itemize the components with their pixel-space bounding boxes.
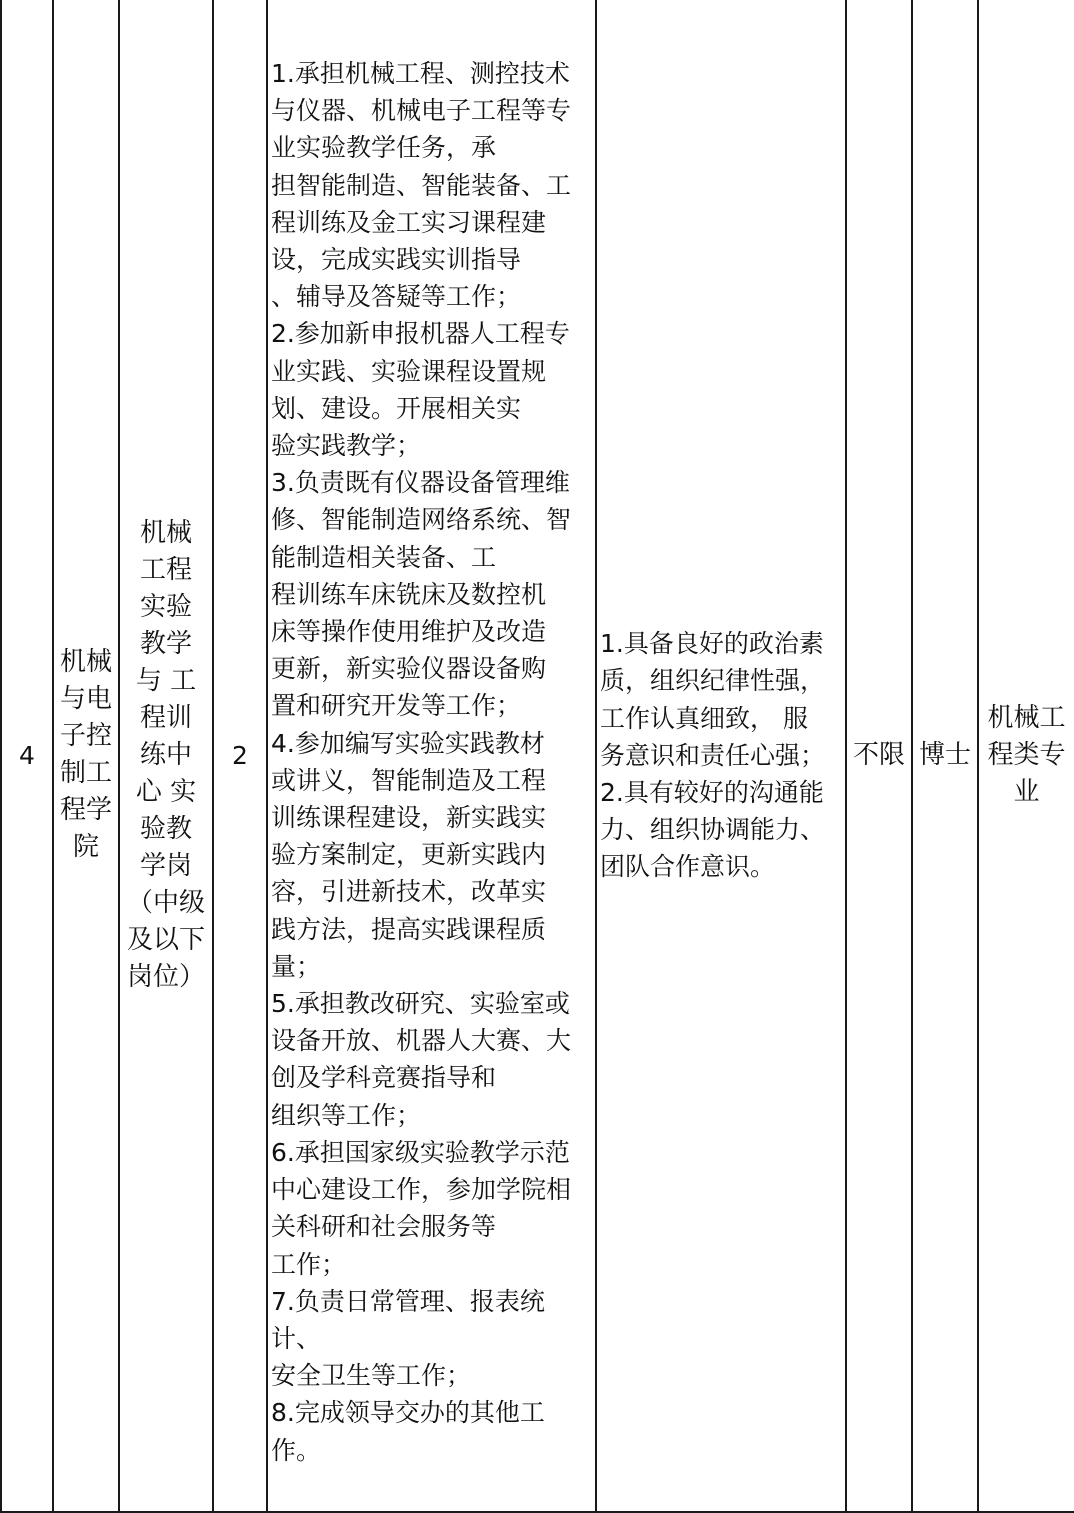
major-line: 机械工 <box>987 702 1066 733</box>
major-line: 业 <box>1013 776 1040 807</box>
requirement-line: 1.具备良好的政治素 <box>600 629 824 659</box>
college-cell <box>53 0 119 1512</box>
requirement-line: 务意识和责任心强； <box>600 740 826 770</box>
requirement-line: 2.具有较好的沟通能 <box>600 777 824 807</box>
duty-line: 设备开放、机器人大赛、大 <box>271 1026 572 1056</box>
duty-line: 中心建设工作，参加学院相 <box>271 1175 572 1205</box>
duty-line: 业实验教学任务，承 <box>271 133 497 163</box>
duty-line: 安全卫生等工作； <box>271 1361 472 1391</box>
duty-line: 7.负责日常管理、报表统计、 <box>271 1286 545 1353</box>
requirements-cell <box>596 0 846 1512</box>
duty-line: 组织等工作； <box>271 1100 422 1130</box>
age-cell <box>846 0 912 1512</box>
duty-line: 验实践教学； <box>271 431 422 461</box>
post-name-line: 验教 <box>139 813 192 844</box>
duty-line: 划、建设。开展相关实 <box>271 393 522 423</box>
headcount: 2 <box>232 740 248 770</box>
duty-line: 2.参加新申报机器人工程专 <box>271 319 570 349</box>
requirement-line: 团队合作意识。 <box>600 852 776 882</box>
post-name-line: （中级 <box>126 887 205 918</box>
age-requirement: 不限 <box>852 739 905 770</box>
post-name-line: 练中 <box>139 739 192 770</box>
duty-line: 8.完成领导交办的其他工 <box>271 1398 545 1428</box>
duty-line: 6.承担国家级实验教学示范 <box>271 1137 570 1167</box>
degree-requirement: 博士 <box>918 739 971 770</box>
duty-line: 修、智能制造网络系统、智 <box>271 505 572 535</box>
major-requirement <box>979 700 1074 811</box>
post-name-line: 程训 <box>139 702 192 733</box>
degree-cell <box>912 0 978 1512</box>
duty-line: 业实践、实验课程设置规 <box>271 356 547 386</box>
headcount-cell <box>213 0 267 1512</box>
duty-line: 量； <box>271 951 322 981</box>
requirements-list <box>597 625 845 885</box>
major-cell <box>978 0 1074 1512</box>
post-name-line: 教学 <box>139 628 192 659</box>
duty-line: 容，引进新技术，改革实 <box>271 877 547 907</box>
duty-line: 1.承担机械工程、测控技术 <box>271 59 570 88</box>
duty-line: 3.负责既有仪器设备管理维 <box>271 468 570 498</box>
duty-line: 验方案制定，更新实践内 <box>271 840 547 870</box>
duty-line: 5.承担教改研究、实验室或 <box>271 989 570 1019</box>
duty-line: 床等操作使用维护及改造 <box>271 617 547 647</box>
duty-line: 或讲义，智能制造及工程 <box>271 765 547 795</box>
college-name <box>54 644 118 866</box>
college-name-line: 制工 <box>59 758 112 789</box>
duty-line: 更新，新实验仪器设备购 <box>271 654 547 684</box>
duties-list <box>268 0 595 1511</box>
post-cell <box>119 0 213 1512</box>
duty-line: 创及学科竞赛指导和 <box>271 1063 497 1093</box>
duty-line: 与仪器、机械电子工程等专 <box>271 96 572 126</box>
serial-number: 4 <box>19 740 35 770</box>
college-name-line: 子控 <box>59 721 112 752</box>
duties-cell <box>267 0 596 1512</box>
college-name-line: 院 <box>72 832 99 863</box>
duty-line: 工作； <box>271 1249 347 1279</box>
post-name-line: 实验 <box>139 591 192 622</box>
duty-line: 训练课程建设，新实践实 <box>271 803 547 833</box>
table-row <box>1 0 1074 1512</box>
duty-line: 4.参加编写实验实践教材 <box>271 728 545 758</box>
requirement-line: 质，组织纪律性强， <box>600 666 826 696</box>
duty-line: 担智能制造、智能装备、工 <box>271 170 572 200</box>
duty-line: 能制造相关装备、工 <box>271 542 497 572</box>
post-name-line: 及以下 <box>126 924 205 955</box>
duty-line: 设，完成实践实训指导 <box>271 245 522 275</box>
requirement-line: 工作认真细致， 服 <box>600 703 808 733</box>
duty-line: 、辅导及答疑等工作； <box>271 282 522 312</box>
duty-line: 程训练及金工实习课程建 <box>271 207 547 237</box>
requirement-line: 力、组织协调能力、 <box>600 815 826 845</box>
post-name-line: 心 实 <box>135 776 197 807</box>
college-name-line: 与电 <box>59 684 112 715</box>
duty-line: 置和研究开发等工作； <box>271 691 522 721</box>
post-name-line: 岗位） <box>126 961 205 992</box>
college-name-line: 机械 <box>59 647 112 678</box>
college-name-line: 程学 <box>59 795 112 826</box>
duty-line: 践方法，提高实践课程质 <box>271 914 547 944</box>
duty-line: 关科研和社会服务等 <box>271 1212 497 1242</box>
post-name-line: 工程 <box>139 554 192 585</box>
duty-line: 作。 <box>271 1435 322 1465</box>
post-name-line: 学岗 <box>139 850 192 881</box>
post-name-line: 机械 <box>139 517 192 548</box>
major-line: 程类专 <box>987 739 1066 770</box>
serial-number-cell <box>1 0 53 1512</box>
post-name <box>120 515 212 996</box>
post-name-line: 与 工 <box>135 665 197 696</box>
duty-line: 程训练车床铣床及数控机 <box>271 579 547 609</box>
